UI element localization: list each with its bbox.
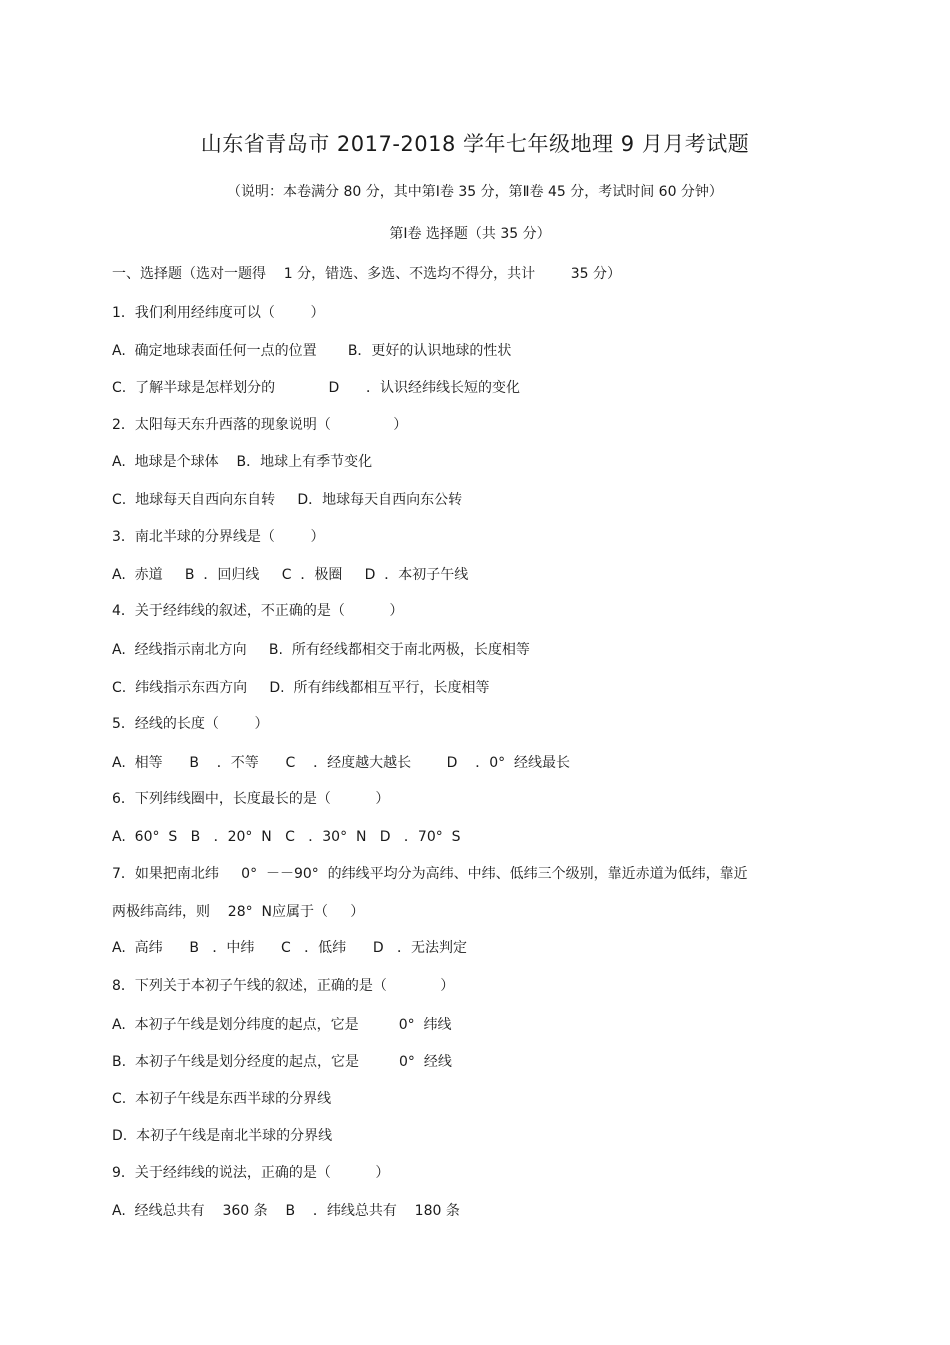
question-line: B. 本初子午线是划分经度的起点，它是 0° 经线 xyxy=(112,1054,452,1070)
section-heading: 第Ⅰ卷 选择题（共 35 分） xyxy=(389,226,551,242)
question-line: 2．太阳每天东升西落的现象说明（ ） xyxy=(112,417,408,433)
question-line: 7．如果把南北纬 0° －－90° 的纬线平均分为高纬、中纬、低纬三个级别，靠近赤道为低纬，靠近 xyxy=(112,866,748,882)
question-line: 一、选择题（选对一题得 1 分，错选、多选、不选均不得分，共计 35 分） xyxy=(112,266,622,282)
question-line: A. 相等 B ．不等 C ．经度越大越长 D ．0° 经线最长 xyxy=(112,755,571,771)
question-line: A. 60° S B ．20° N C ．30° N D ．70° S xyxy=(112,829,461,845)
question-line: A. 赤道 B ．回归线 C ．极圈 D ．本初子午线 xyxy=(112,567,469,583)
question-line: 3．南北半球的分界线是（ ） xyxy=(112,529,325,545)
question-line: A. 经线总共有 360 条 B ．纬线总共有 180 条 xyxy=(112,1203,460,1219)
question-line: C. 纬线指示东西方向 D. 所有纬线都相互平行，长度相等 xyxy=(112,680,490,696)
question-line: 9．关于经纬线的说法，正确的是（ ） xyxy=(112,1165,390,1181)
question-line: 4．关于经纬线的叙述，不正确的是（ ） xyxy=(112,603,404,619)
exam-note: （说明：本卷满分 80 分，其中第Ⅰ卷 35 分，第Ⅱ卷 45 分，考试时间 60 分钟） xyxy=(227,184,723,200)
question-line: A. 确定地球表面任何一点的位置 B．更好的认识地球的性状 xyxy=(112,343,512,359)
question-line: C. 了解半球是怎样划分的 D ．认识经纬线长短的变化 xyxy=(112,380,521,396)
question-line: A. 地球是个球体 B．地球上有季节变化 xyxy=(112,454,373,470)
question-line: A. 高纬 B ．中纬 C ．低纬 D ．无法判定 xyxy=(112,940,467,956)
question-line: 两极纬高纬，则 28° N应属于（ ） xyxy=(112,904,365,920)
question-line: C. 本初子午线是东西半球的分界线 xyxy=(112,1091,332,1107)
question-line: D. 本初子午线是南北半球的分界线 xyxy=(112,1128,333,1144)
question-line: 6．下列纬线圈中，长度最长的是（ ） xyxy=(112,791,390,807)
question-line: 8．下列关于本初子午线的叙述，正确的是（ ） xyxy=(112,978,455,994)
question-line: A. 经线指示南北方向 B. 所有经线都相交于南北两极，长度相等 xyxy=(112,642,530,658)
question-line: 1．我们利用经纬度可以（ ） xyxy=(112,305,325,321)
question-line: A. 本初子午线是划分纬度的起点，它是 0° 纬线 xyxy=(112,1017,452,1033)
page-title: 山东省青岛市 2017-2018 学年七年级地理 9 月月考试题 xyxy=(200,132,750,156)
question-line: 5．经线的长度（ ） xyxy=(112,716,269,732)
question-line: C. 地球每天自西向东自转 D．地球每天自西向东公转 xyxy=(112,492,463,508)
